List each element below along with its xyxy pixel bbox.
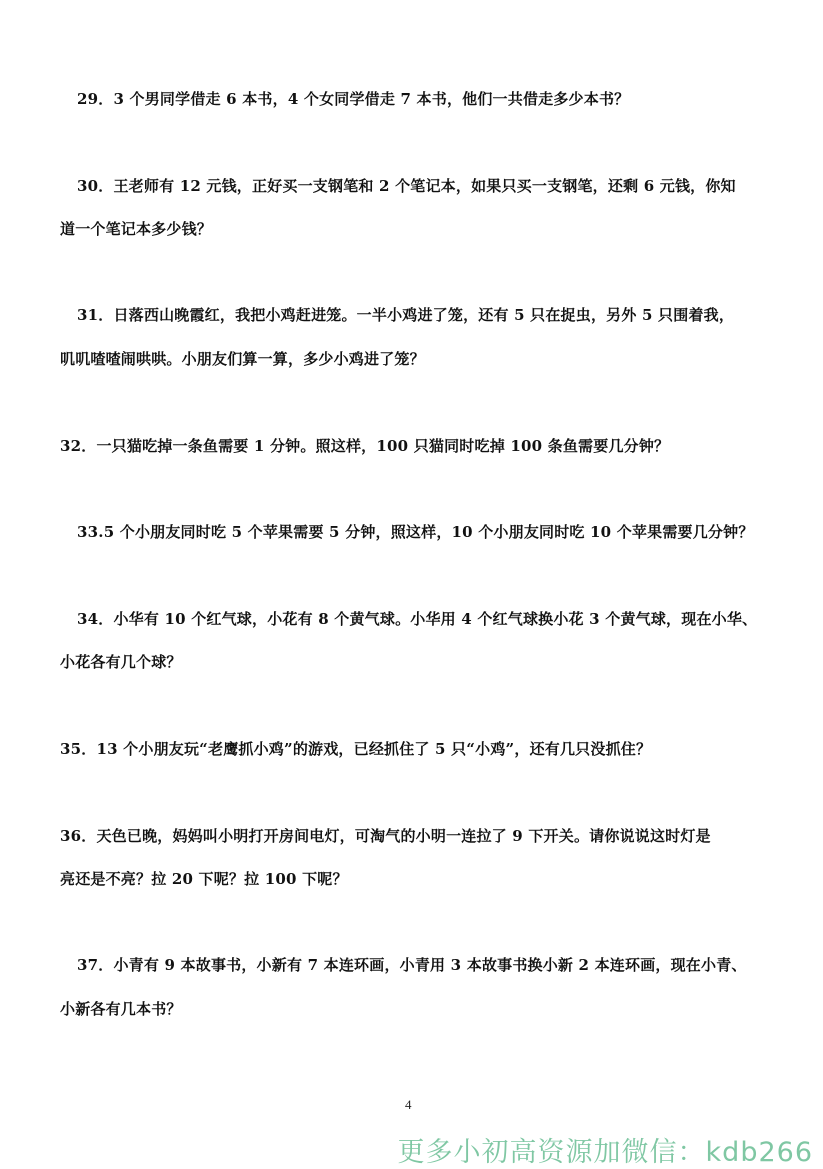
problem-37-line-2: 小新各有几本书？ <box>60 1000 182 1018</box>
problem-34-line-2: 小花各有几个球？ <box>60 653 182 671</box>
problem-35-line-1: 35．13 个小朋友玩“老鹰抓小鸡”的游戏，已经抓住了 5 只“小鸡”，还有几只没抓住？ <box>60 740 652 758</box>
problem-33-line-1: 33.5 个小朋友同时吃 5 个苹果需要 5 分钟，照这样，10 个小朋友同时吃 10 个苹果需要几分钟？ <box>77 523 754 541</box>
problem-36-line-1: 36．天色已晚，妈妈叫小明打开房间电灯，可淘气的小明一连拉了 9 下开关。请你说说这时灯是 <box>60 827 711 845</box>
problem-29-line-1: 29．3 个男同学借走 6 本书，4 个女同学借走 7 本书，他们一共借走多少本书？ <box>77 90 630 108</box>
problem-31-line-2: 叽叽喳喳闹哄哄。小朋友们算一算，多少小鸡进了笼？ <box>60 350 425 368</box>
problem-37-line-1: 37．小青有 9 本故事书，小新有 7 本连环画，小青用 3 本故事书换小新 2 本连环画，现在小青、 <box>77 956 747 974</box>
problem-34-line-1: 34．小华有 10 个红气球，小花有 8 个黄气球。小华用 4 个红气球换小花 3 个黄气球，现在小华、 <box>77 610 758 628</box>
watermark-text: 更多小初高资源加微信：kdb266 <box>397 1137 813 1168</box>
problem-30-line-1: 30．王老师有 12 元钱，正好买一支钢笔和 2 个笔记本，如果只买一支钢笔，还剩 6 元钱，你知 <box>77 177 736 195</box>
problem-36-line-2: 亮还是不亮？拉 20 下呢？拉 100 下呢？ <box>60 870 348 888</box>
problem-32-line-1: 32．一只猫吃掉一条鱼需要 1 分钟。照这样，100 只猫同时吃掉 100 条鱼需要几分钟？ <box>60 437 670 455</box>
problem-30-line-2: 道一个笔记本多少钱？ <box>60 220 213 238</box>
page-number: 4 <box>405 1097 412 1112</box>
problem-31-line-1: 31．日落西山晚霞红，我把小鸡赶进笼。一半小鸡进了笼，还有 5 只在捉虫，另外 5 只围着我， <box>77 306 735 324</box>
